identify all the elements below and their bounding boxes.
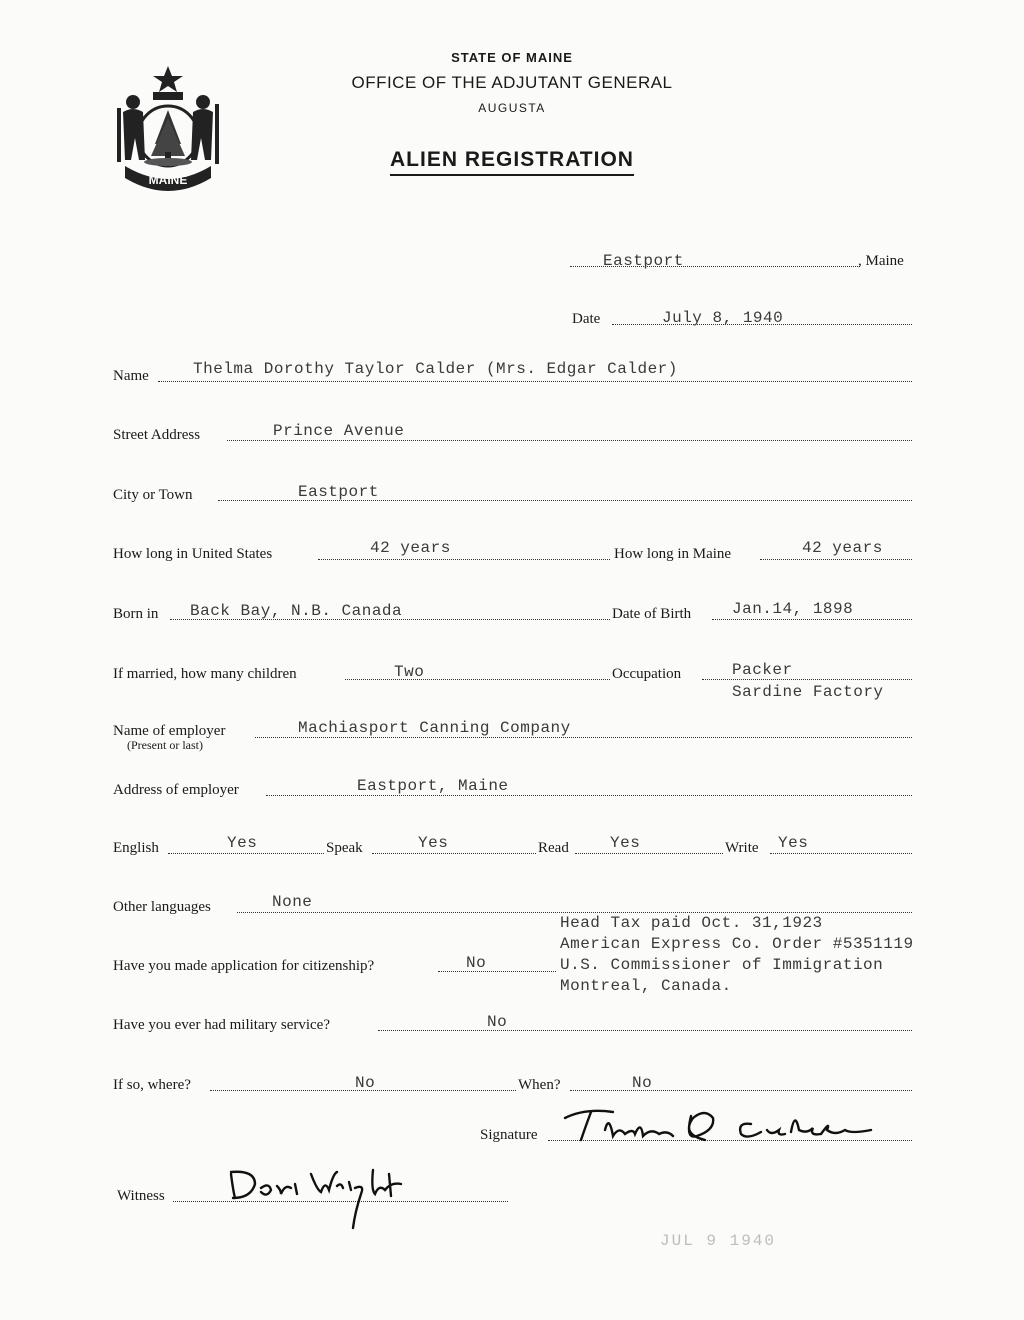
citizenship-line [438, 971, 556, 972]
speak-value: Yes [418, 834, 449, 852]
signature-scribble [555, 1100, 885, 1150]
dob-line [712, 619, 912, 620]
us-duration-value: 42 years [370, 539, 451, 557]
occupation-value: Packer [732, 661, 793, 679]
form-title-text: ALIEN REGISTRATION [390, 148, 634, 176]
born-in-value: Back Bay, N.B. Canada [190, 602, 403, 620]
english-line [168, 853, 324, 854]
citizenship-value: No [466, 954, 487, 972]
write-line [770, 853, 912, 854]
maine-duration-line [760, 559, 912, 560]
where-value: No [355, 1074, 376, 1092]
date-value: July 8, 1940 [662, 309, 784, 327]
witness-label: Witness [117, 1188, 165, 1204]
military-value: No [487, 1013, 508, 1031]
occupation-value-2: Sardine Factory [732, 683, 884, 701]
english-label: English [113, 840, 159, 856]
date-label: Date [572, 311, 601, 327]
city-value: Eastport [298, 483, 379, 501]
other-languages-label: Other languages [113, 899, 211, 915]
when-value: No [632, 1074, 653, 1092]
read-line [575, 853, 723, 854]
other-languages-line [237, 912, 912, 913]
citizenship-note-1: Head Tax paid Oct. 31,1923 [560, 914, 823, 932]
us-duration-label: How long in United States [113, 546, 273, 562]
employer-address-line [266, 795, 912, 796]
city-label: City or Town [113, 487, 193, 503]
employer-label [113, 723, 225, 753]
office-heading: OFFICE OF THE ADJUTANT GENERAL [351, 73, 673, 92]
street-value: Prince Avenue [273, 422, 405, 440]
employer-label-text: Name of employer [113, 723, 226, 739]
speak-label: Speak [326, 840, 363, 856]
name-value: Thelma Dorothy Taylor Calder (Mrs. Edgar Calder) [193, 360, 678, 378]
dob-value: Jan.14, 1898 [732, 600, 854, 618]
when-line [570, 1090, 912, 1091]
occupation-label: Occupation [612, 666, 682, 682]
other-languages-value: None [272, 893, 313, 911]
where-label: If so, where? [113, 1077, 191, 1093]
employer-sublabel: (Present or last) [127, 738, 203, 752]
street-label: Street Address [113, 427, 201, 443]
place-value: Eastport [603, 252, 684, 270]
state-heading: STATE OF MAINE [451, 50, 573, 65]
maine-duration-label: How long in Maine [614, 546, 732, 562]
born-in-label: Born in [113, 606, 159, 622]
citizenship-note-2: American Express Co. Order #5351119 [560, 935, 914, 953]
received-stamp: JUL 9 1940 [660, 1232, 777, 1250]
write-label: Write [725, 840, 759, 856]
citizenship-note-4: Montreal, Canada. [560, 977, 732, 995]
citizenship-label: Have you made application for citizenship? [113, 958, 375, 974]
seal-text: MAINE [148, 173, 188, 187]
read-value: Yes [610, 834, 641, 852]
occupation-line [702, 679, 912, 680]
city-heading: AUGUSTA [478, 101, 546, 115]
name-line [158, 381, 912, 382]
employer-address-label: Address of employer [113, 782, 239, 798]
children-line [345, 679, 610, 680]
write-value: Yes [778, 834, 809, 852]
place-suffix: , Maine [858, 253, 904, 269]
name-label: Name [113, 368, 149, 384]
military-label: Have you ever had military service? [113, 1017, 330, 1033]
children-label: If married, how many children [113, 666, 297, 682]
speak-line [372, 853, 536, 854]
signature-label: Signature [480, 1127, 538, 1143]
dob-label: Date of Birth [612, 606, 692, 622]
employer-value: Machiasport Canning Company [298, 719, 571, 737]
employer-address-value: Eastport, Maine [357, 777, 509, 795]
citizenship-note-3: U.S. Commissioner of Immigration [560, 956, 884, 974]
witness-signature-scribble [225, 1160, 425, 1232]
form-title [0, 148, 1024, 172]
military-line [378, 1030, 912, 1031]
when-label: When? [518, 1077, 561, 1093]
street-line [227, 440, 912, 441]
employer-line [255, 737, 912, 738]
english-value: Yes [227, 834, 258, 852]
us-duration-line [318, 559, 610, 560]
read-label: Read [538, 840, 569, 856]
children-value: Two [394, 663, 425, 681]
maine-duration-value: 42 years [802, 539, 883, 557]
